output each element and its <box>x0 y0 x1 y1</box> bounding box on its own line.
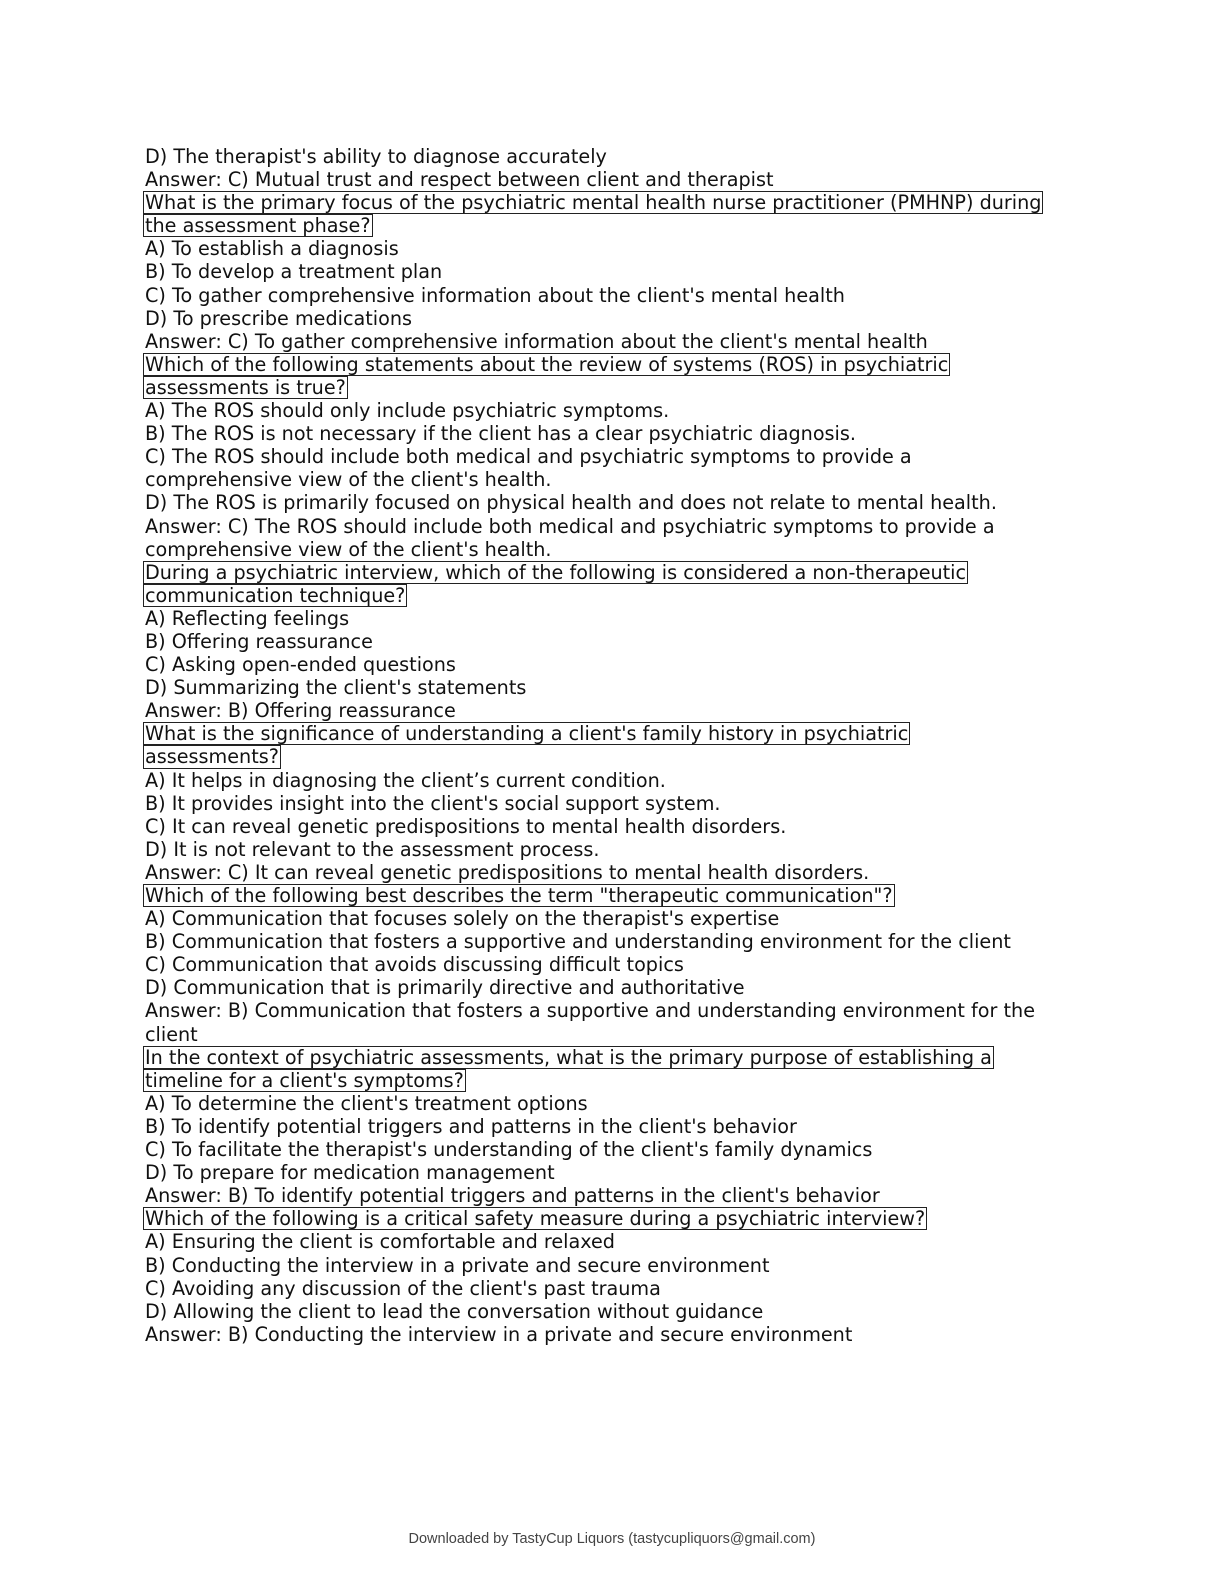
question-block <box>145 191 1075 353</box>
answer-option: B) Communication that fosters a supportive and understanding environment for the client <box>145 930 1011 954</box>
answer-option: D) To prepare for medication management <box>145 1161 555 1185</box>
answer-option: C) It can reveal genetic predispositions to mental health disorders. <box>145 814 787 838</box>
answer-option: C) Asking open-ended questions <box>145 653 456 677</box>
answer-option: D) It is not relevant to the assessment process. <box>145 837 600 861</box>
question-line-row <box>145 884 1075 907</box>
question-text <box>145 561 1075 607</box>
question-line-row <box>145 722 1075 745</box>
question-line: communication technique? <box>145 583 406 607</box>
question-line: timeline for a client's symptoms? <box>145 1068 464 1092</box>
answer-option: C) Communication that avoids discussing difficult topics <box>145 953 684 977</box>
answer-option: C) Avoiding any discussion of the client's past trauma <box>145 1276 661 1300</box>
question-text <box>145 884 1075 907</box>
download-footer: Downloaded by TastyCup Liquors (tastycupliquors@gmail.com) <box>408 1531 816 1547</box>
correct-answer: Answer: B) Communication that fosters a supportive and understanding environment for the <box>145 999 1036 1023</box>
question-line-row <box>145 745 1075 768</box>
question-line: Which of the following best describes the term "therapeutic communication"? <box>145 884 893 907</box>
answer-option: D) Summarizing the client's statements <box>145 676 527 700</box>
correct-answer: comprehensive view of the client's health. <box>145 537 552 561</box>
correct-answer: Answer: C) It can reveal genetic predispositions to mental health disorders. <box>145 860 870 884</box>
answer-option: B) The ROS is not necessary if the client has a clear psychiatric diagnosis. <box>145 422 856 446</box>
question-text <box>145 1046 1075 1092</box>
question-block <box>145 884 1075 1046</box>
answer-option: A) Ensuring the client is comfortable and relaxed <box>145 1230 615 1254</box>
question-line-row <box>145 353 1075 376</box>
intro-answer: Answer: C) Mutual trust and respect between client and therapist <box>145 168 774 192</box>
question-list <box>145 191 1075 1346</box>
answer-option: C) The ROS should include both medical and psychiatric symptoms to provide a <box>145 445 912 469</box>
question-line: What is the significance of understanding a client's family history in psychiatric <box>145 722 909 746</box>
question-line: the assessment phase? <box>145 214 371 238</box>
question-line: In the context of psychiatric assessments, what is the primary purpose of establishing a <box>145 1045 992 1069</box>
question-line: assessments is true? <box>145 375 346 399</box>
answer-option: A) It helps in diagnosing the client’s current condition. <box>145 768 666 792</box>
answer-option: D) Communication that is primarily directive and authoritative <box>145 976 745 1000</box>
answer-option: D) To prescribe medications <box>145 306 413 330</box>
question-line: During a psychiatric interview, which of the following is considered a non-therapeutic <box>145 560 967 584</box>
question-text <box>145 722 1075 768</box>
question-block <box>145 722 1075 884</box>
intro-option-d: D) The therapist's ability to diagnose accurately <box>145 145 607 168</box>
correct-answer: Answer: C) The ROS should include both medical and psychiatric symptoms to provide a <box>145 514 995 538</box>
question-block <box>145 561 1075 723</box>
answer-option: B) To develop a treatment plan <box>145 260 443 284</box>
answer-option: B) Conducting the interview in a private and secure environment <box>145 1253 770 1277</box>
question-line-row <box>145 214 1075 237</box>
answer-option: D) The ROS is primarily focused on physical health and does not relate to mental health. <box>145 491 997 515</box>
question-text <box>145 1207 1075 1230</box>
question-line: Which of the following statements about the review of systems (ROS) in psychiatric <box>145 352 949 376</box>
answer-option: B) It provides insight into the client's social support system. <box>145 791 721 815</box>
question-line-row <box>145 1046 1075 1069</box>
question-line-row <box>145 376 1075 399</box>
correct-answer: Answer: B) Conducting the interview in a private and secure environment <box>145 1322 853 1346</box>
question-line-row <box>145 561 1075 584</box>
question-line-row <box>145 1207 1075 1230</box>
question-line: What is the primary focus of the psychiatric mental health nurse practitioner (PMHNP) during <box>145 191 1042 215</box>
correct-answer: Answer: C) To gather comprehensive information about the client's mental health <box>145 329 928 353</box>
answer-option: B) Offering reassurance <box>145 629 373 653</box>
answer-option: C) To gather comprehensive information about the client's mental health <box>145 283 845 307</box>
answer-option: comprehensive view of the client's health. <box>145 468 552 492</box>
answer-option: C) To facilitate the therapist's understanding of the client's family dynamics <box>145 1138 873 1162</box>
question-block <box>145 1207 1075 1346</box>
answer-option: A) Reflecting feelings <box>145 606 350 630</box>
quiz-content <box>145 145 1075 1346</box>
answer-option: D) Allowing the client to lead the conversation without guidance <box>145 1299 764 1323</box>
correct-answer: client <box>145 1022 198 1046</box>
answer-option: B) To identify potential triggers and patterns in the client's behavior <box>145 1114 797 1138</box>
question-line: Which of the following is a critical safety measure during a psychiatric interview? <box>145 1207 926 1231</box>
answer-option: A) Communication that focuses solely on the therapist's expertise <box>145 907 780 931</box>
question-line: assessments? <box>145 745 279 769</box>
question-text <box>145 353 1075 399</box>
answer-option: A) The ROS should only include psychiatric symptoms. <box>145 399 670 423</box>
question-line-row <box>145 1069 1075 1092</box>
question-block <box>145 1046 1075 1208</box>
answer-option: A) To determine the client's treatment options <box>145 1091 588 1115</box>
question-block <box>145 353 1075 561</box>
question-line-row <box>145 191 1075 214</box>
answer-option: A) To establish a diagnosis <box>145 237 399 261</box>
correct-answer: Answer: B) Offering reassurance <box>145 699 456 723</box>
question-text <box>145 191 1075 237</box>
question-line-row <box>145 584 1075 607</box>
correct-answer: Answer: B) To identify potential triggers and patterns in the client's behavior <box>145 1184 880 1208</box>
